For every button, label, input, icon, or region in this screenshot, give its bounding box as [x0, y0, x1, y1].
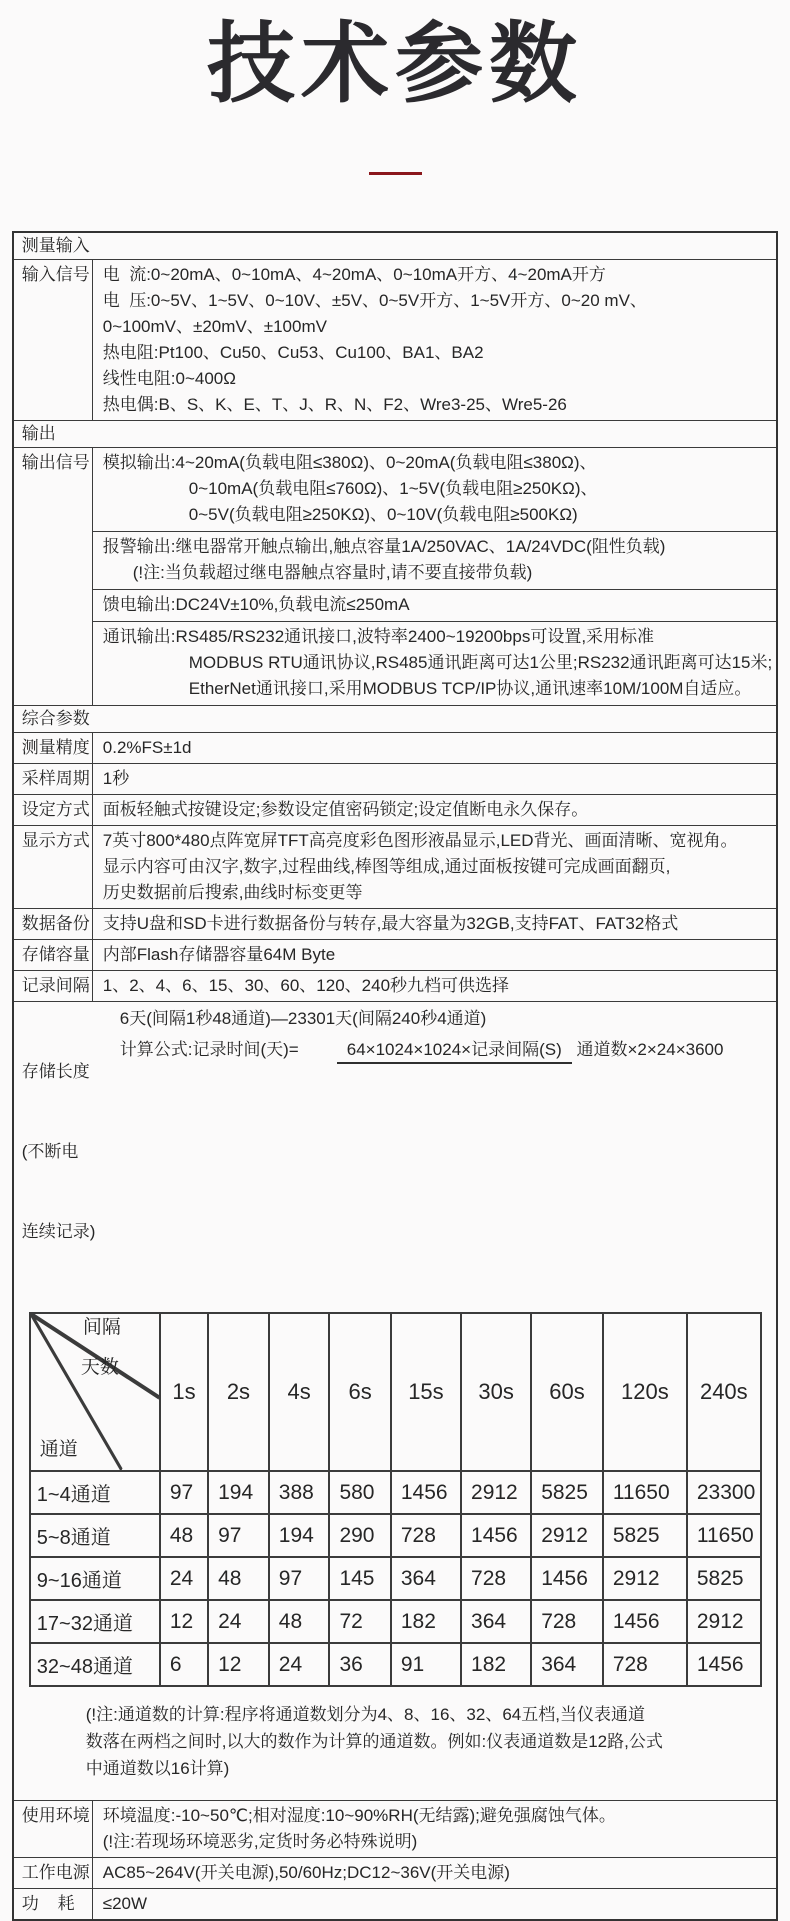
days-cell: 728 [391, 1514, 461, 1557]
days-table-row [30, 1514, 761, 1557]
days-cell: 1456 [391, 1471, 461, 1514]
row-label-environment: 使用环境 [13, 1801, 93, 1858]
days-cell: 728 [461, 1557, 531, 1600]
days-cell: 97 [269, 1557, 330, 1600]
days-cell: 12 [208, 1643, 269, 1686]
storage-range: 6天(间隔1秒48通道)—23301天(间隔240秒4通道) [119, 1009, 487, 1028]
environment-value [92, 1801, 777, 1858]
feed-output-line: 馈电输出:DC24V±10%,负载电流≤250mA [102, 595, 410, 614]
days-table-row [30, 1471, 761, 1514]
storage-length-label-line: (不断电 [21, 1142, 79, 1161]
days-cell: 24 [269, 1643, 330, 1686]
days-cell: 23300 [687, 1471, 761, 1514]
alarm-output-line: 报警输出:继电器常开触点输出,触点容量1A/250VAC、1A/24VDC(阻性负载) [102, 537, 666, 556]
input-signal-line-resistance: 线性电阻:0~400Ω [102, 369, 236, 388]
days-cell: 72 [329, 1600, 390, 1643]
spec-table [12, 231, 778, 1921]
comm-output-block [93, 621, 776, 705]
channel-cell: 17~32通道 [30, 1600, 160, 1643]
environment-line: 环境温度:-10~50℃;相对湿度:10~90%RH(无结露);避免强腐蚀气体。 [102, 1806, 616, 1825]
row-label-interval: 记录间隔 [13, 971, 93, 1002]
row-sampling [13, 764, 777, 795]
interval-header: 240s [687, 1313, 761, 1471]
row-label-accuracy: 测量精度 [13, 733, 93, 764]
days-cell: 364 [461, 1600, 531, 1643]
days-cell: 2912 [531, 1514, 603, 1557]
display-line: 历史数据前后搜索,曲线时标变更等 [102, 883, 363, 902]
channel-cell: 32~48通道 [30, 1643, 160, 1686]
formula-denominator: 通道数×2×24×3600 [576, 1040, 724, 1059]
days-cell: 182 [391, 1600, 461, 1643]
analog-output-line: 模拟输出:4~20mA(负载电阻≤380Ω)、0~20mA(负载电阻≤380Ω)、 [102, 453, 597, 472]
row-label-capacity: 存储容量 [13, 940, 93, 971]
days-cell: 97 [208, 1514, 269, 1557]
formula-prefix: 计算公式:记录时间(天)= [119, 1040, 299, 1059]
row-label-input-signal: 输入信号 [13, 260, 93, 421]
input-signal-value [92, 260, 777, 421]
section-header-output: 输出 [13, 421, 777, 448]
alarm-output-block [93, 531, 776, 589]
section-header-measure-input: 测量输入 [13, 232, 777, 260]
input-signal-line-current: 电 流:0~20mA、0~10mA、4~20mA、0~10mA开方、4~20mA开方 [102, 265, 606, 284]
row-display [13, 826, 777, 909]
input-signal-line-rtd: 热电阻:Pt100、Cu50、Cu53、Cu100、BA1、BA2 [102, 343, 484, 362]
row-power [13, 1858, 777, 1889]
interval-header: 30s [461, 1313, 531, 1471]
storage-length-top [14, 1002, 776, 1299]
row-label-storage-length [14, 1005, 120, 1299]
channel-cell: 9~16通道 [30, 1557, 160, 1600]
row-label-sampling: 采样周期 [13, 764, 93, 795]
interval-header: 2s [208, 1313, 269, 1471]
days-table-header-row [30, 1313, 761, 1471]
row-storage-length [13, 1002, 777, 1801]
interval-header: 4s [269, 1313, 330, 1471]
analog-output-line: 0~10mA(负载电阻≤760Ω)、1~5V(负载电阻≥250KΩ)、 [188, 479, 598, 498]
row-setting [13, 795, 777, 826]
days-cell: 1456 [461, 1514, 531, 1557]
consumption-value: ≤20W [92, 1889, 777, 1921]
row-accuracy [13, 733, 777, 764]
setting-value: 面板轻触式按键设定;参数设定值密码锁定;设定值断电永久保存。 [92, 795, 777, 826]
row-label-setting: 设定方式 [13, 795, 93, 826]
days-cell: 290 [329, 1514, 390, 1557]
interval-header: 120s [603, 1313, 687, 1471]
days-cell: 5825 [687, 1557, 761, 1600]
days-table-corner [30, 1313, 160, 1471]
row-label-power: 工作电源 [13, 1858, 93, 1889]
input-signal-line-voltage2: 0~100mV、±20mV、±100mV [102, 317, 327, 336]
days-cell: 36 [329, 1643, 390, 1686]
display-line: 显示内容可由汉字,数字,过程曲线,棒图等组成,通过面板按键可完成画面翻页, [102, 857, 671, 876]
days-cell: 364 [391, 1557, 461, 1600]
row-label-consumption: 功 耗 [13, 1889, 93, 1921]
section-row-output [13, 421, 777, 448]
row-label-display: 显示方式 [13, 826, 93, 909]
days-table-row [30, 1557, 761, 1600]
days-cell: 24 [160, 1557, 208, 1600]
alarm-output-note: (!注:当负载超过继电器触点容量时,请不要直接带负载) [132, 563, 533, 582]
output-signal-value [92, 448, 777, 706]
record-time-formula [120, 1035, 776, 1060]
sampling-value: 1秒 [92, 764, 777, 795]
days-cell: 182 [461, 1643, 531, 1686]
days-cell: 5825 [603, 1514, 687, 1557]
days-cell: 145 [329, 1557, 390, 1600]
input-signal-line-thermocouple: 热电偶:B、S、K、E、T、J、R、N、F2、Wre3-25、Wre5-26 [102, 395, 567, 414]
row-environment [13, 1801, 777, 1858]
days-cell: 6 [160, 1643, 208, 1686]
display-value [92, 826, 777, 909]
days-cell: 2912 [687, 1600, 761, 1643]
row-label-backup: 数据备份 [13, 909, 93, 940]
channel-note-line: 数落在两档之间时,以大的数作为计算的通道数。例如:仪表通道数是12路,公式 [85, 1732, 663, 1751]
days-table-row [30, 1643, 761, 1686]
days-cell: 388 [269, 1471, 330, 1514]
corner-label-interval: 间隔 [82, 1317, 121, 1338]
page-title: 技术参数 [206, 14, 583, 113]
days-cell: 12 [160, 1600, 208, 1643]
days-cell: 48 [208, 1557, 269, 1600]
environment-note: (!注:若现场环境恶劣,定货时务必特殊说明) [102, 1832, 418, 1851]
days-cell: 1456 [687, 1643, 761, 1686]
days-cell: 194 [269, 1514, 330, 1557]
days-cell: 48 [160, 1514, 208, 1557]
days-cell: 11650 [603, 1471, 687, 1514]
input-signal-line-voltage: 电 压:0~5V、1~5V、0~10V、±5V、0~5V开方、1~5V开方、0~20 mV、 [102, 291, 647, 310]
storage-length-cell [13, 1002, 777, 1801]
channel-note-line: 中通道数以16计算) [85, 1759, 230, 1778]
formula-numerator: 64×1024×1024×记录间隔(S) [337, 1040, 572, 1064]
row-label-output-signal: 输出信号 [13, 448, 93, 706]
days-cell: 2912 [461, 1471, 531, 1514]
row-backup [13, 909, 777, 940]
days-cell: 580 [329, 1471, 390, 1514]
days-cell: 364 [531, 1643, 603, 1686]
days-cell: 48 [269, 1600, 330, 1643]
interval-header: 60s [531, 1313, 603, 1471]
row-capacity [13, 940, 777, 971]
corner-label-days: 天数 [80, 1357, 119, 1378]
interval-header: 1s [160, 1313, 208, 1471]
section-row-general [13, 706, 777, 733]
row-consumption [13, 1889, 777, 1921]
days-cell: 1456 [603, 1600, 687, 1643]
channel-note-line: (!注:通道数的计算:程序将通道数划分为4、8、16、32、64五档,当仪表通道 [85, 1705, 645, 1724]
capacity-value: 内部Flash存储器容量64M Byte [92, 940, 777, 971]
analog-output-block [93, 448, 776, 531]
record-days-table [29, 1312, 762, 1687]
storage-length-label-line: 连续记录) [21, 1222, 96, 1241]
interval-value: 1、2、4、6、15、30、60、120、240秒九档可供选择 [92, 971, 777, 1002]
days-cell: 11650 [687, 1514, 761, 1557]
formula-fraction [337, 1035, 724, 1060]
title-accent-bar [369, 172, 422, 175]
storage-length-label-line: 存储长度 [21, 1062, 90, 1081]
power-value: AC85~264V(开关电源),50/60Hz;DC12~36V(开关电源) [92, 1858, 777, 1889]
interval-header: 15s [391, 1313, 461, 1471]
days-cell: 97 [160, 1471, 208, 1514]
days-cell: 24 [208, 1600, 269, 1643]
feed-output-block [93, 589, 776, 621]
display-line: 7英寸800*480点阵宽屏TFT高亮度彩色图形液晶显示,LED背光、画面清晰、宽视角。 [102, 831, 738, 850]
days-cell: 728 [531, 1600, 603, 1643]
days-cell: 1456 [531, 1557, 603, 1600]
comm-output-line: EtherNet通讯接口,采用MODBUS TCP/IP协议,通讯速率10M/100M自适应。 [188, 679, 752, 698]
comm-output-line: MODBUS RTU通讯协议,RS485通讯距离可达1公里;RS232通讯距离可达15米; [188, 653, 773, 672]
section-header-general: 综合参数 [13, 706, 777, 733]
accuracy-value: 0.2%FS±1d [92, 733, 777, 764]
row-input-signal [13, 260, 777, 421]
channel-count-note [14, 1687, 776, 1786]
channel-cell: 1~4通道 [30, 1471, 160, 1514]
comm-output-line: 通讯输出:RS485/RS232通讯接口,波特率2400~19200bps可设置,采用标准 [102, 627, 655, 646]
analog-output-line: 0~5V(负载电阻≥250KΩ)、0~10V(负载电阻≥500KΩ) [188, 505, 578, 524]
days-cell: 2912 [603, 1557, 687, 1600]
section-row-measure-input [13, 232, 777, 260]
row-output-signal [13, 448, 777, 706]
days-cell: 91 [391, 1643, 461, 1686]
storage-length-content [120, 1005, 776, 1299]
days-cell: 194 [208, 1471, 269, 1514]
row-interval [13, 971, 777, 1002]
channel-cell: 5~8通道 [30, 1514, 160, 1557]
interval-header: 6s [329, 1313, 390, 1471]
days-table-row [30, 1600, 761, 1643]
backup-value: 支持U盘和SD卡进行数据备份与转存,最大容量为32GB,支持FAT、FAT32格式 [92, 909, 777, 940]
corner-label-channel: 通道 [39, 1439, 78, 1460]
days-cell: 5825 [531, 1471, 603, 1514]
days-cell: 728 [603, 1643, 687, 1686]
